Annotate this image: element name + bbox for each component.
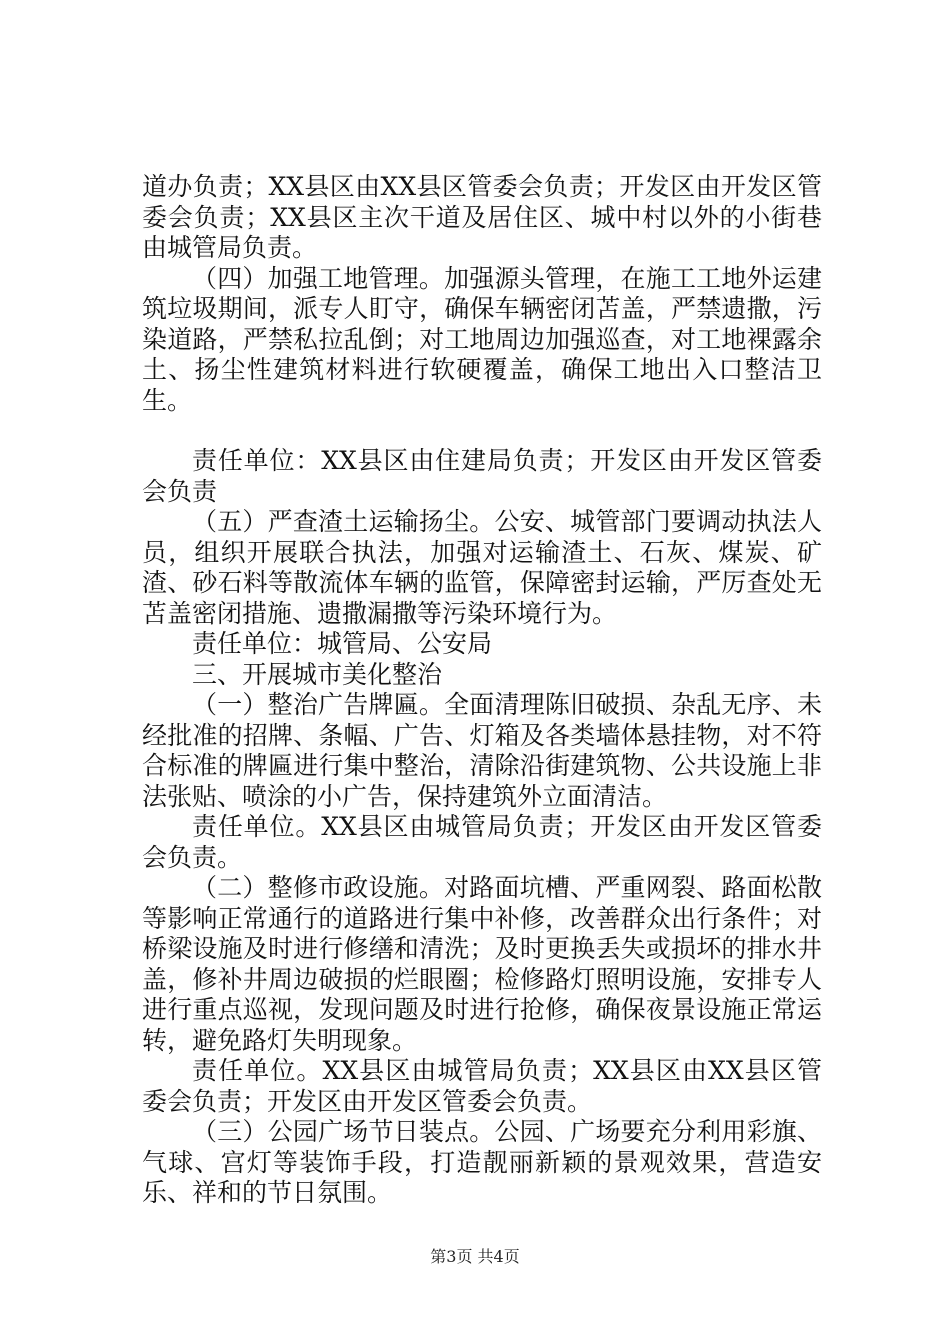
paragraph-site-management: （四）加强工地管理。加强源头管理，在施工工地外运建筑垃圾期间，派专人盯守，确保车辆密闭苫盖，严禁遗撒，污染道路，严禁私拉乱倒；对工地周边加强巡查，对工地裸露余土、扬尘性建筑材料进行软硬覆盖，确保工地出入口整洁卫生。 xyxy=(142,263,822,415)
document-body xyxy=(142,172,822,1209)
paragraph-muck-transport: （五）严查渣土运输扬尘。公安、城管部门要调动执法人员，组织开展联合执法，加强对运输渣土、石灰、煤炭、矿渣、砂石料等散流体车辆的监管，保障密封运输，严厉查处无苫盖密闭措施、遗撒漏撒等污染环境行为。 xyxy=(142,507,822,628)
paragraph-municipal-facilities: （二）整修市政设施。对路面坑槽、严重网裂、路面松散等影响正常通行的道路进行集中补修，改善群众出行条件；对桥梁设施及时进行修缮和清洗；及时更换丢失或损坏的排水井盖，修补井周边破损的烂眼圈；检修路灯照明设施，安排专人进行重点巡视，发现问题及时进行抢修，确保夜景设施正常运转，避免路灯失明现象。 xyxy=(142,873,822,1055)
page-number: 第3页 共4页 xyxy=(430,1247,520,1266)
paragraph-continuation: 道办负责；XX县区由XX县区管委会负责；开发区由开发区管委会负责；XX县区主次干道及居住区、城中村以外的小街巷由城管局负责。 xyxy=(142,172,822,262)
page-footer xyxy=(0,1244,950,1267)
paragraph-responsible-unit: 责任单位：城管局、公安局 xyxy=(192,629,493,658)
paragraph-park-decoration: （三）公园广场节日装点。公园、广场要充分利用彩旗、气球、宫灯等装饰手段，打造靓丽新颖的景观效果，营造安乐、祥和的节日氛围。 xyxy=(142,1117,822,1207)
paragraph-billboards: （一）整治广告牌匾。全面清理陈旧破损、杂乱无序、未经批准的招牌、条幅、广告、灯箱及各类墙体悬挂物，对不符合标准的牌匾进行集中整治，清除沿街建筑物、公共设施上非法张贴、喷涂的小广告，保持建筑外立面清洁。 xyxy=(142,690,822,811)
paragraph-responsible-unit: 责任单位。XX县区由城管局负责；开发区由开发区管委会负责。 xyxy=(142,812,822,872)
paragraph-responsible-unit: 责任单位。XX县区由城管局负责；XX县区由XX县区管委会负责；开发区由开发区管委会负责。 xyxy=(142,1056,822,1116)
paragraph-responsible-unit: 责任单位：XX县区由住建局负责；开发区由开发区管委会负责 xyxy=(142,446,822,506)
section-heading: 三、开展城市美化整治 xyxy=(192,659,443,689)
